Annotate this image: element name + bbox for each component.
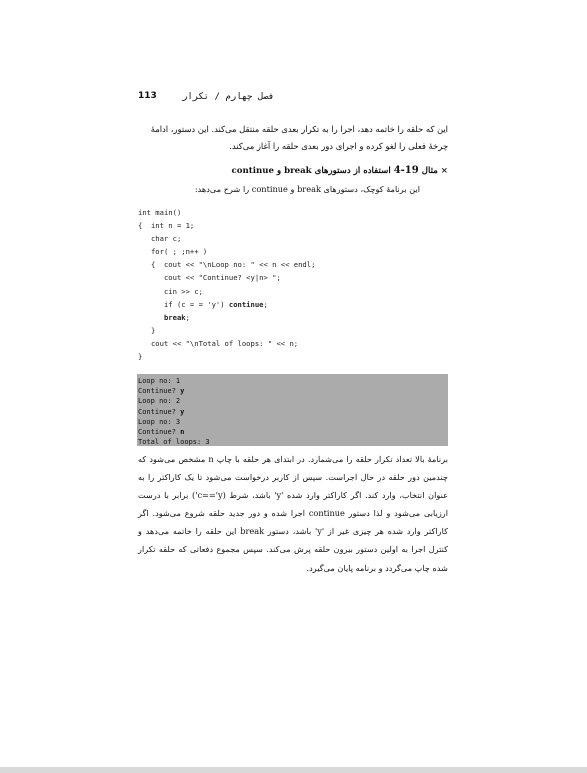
output-line: Loop no: 2 [138,397,181,406]
program-output-box [137,374,448,446]
running-head: فصل چهارم / تکرار [182,92,275,102]
paragraph-explanation: برنامهٔ بالا تعداد تکرار حلقه را می‌شمارد. در ابتدای هر حلقه با چاپ n مشخص می‌شود که چندمین دور حلقه در حال اجراست. سپس از کاربر درخواست می‌شود تا یک کاراکتر را به عنوان انتخاب، وارد کند. اگر کاراکتر وارد شده 'y' باشد، شرط (c=='y') برابر با درست ارزیابی می‌شود و لذا دستور continue اجرا شده و دور جدید حلقه شروع می‌شود. اگر کاراکتر وارد شده هر چیزی غیر از 'y' باشد، دستور break این حلقه را خاتمه می‌دهد و کنترل اجرا به اولین دستور بیرون حلقه پرش می‌کند. سپس مجموع دفعاتی که حلقه تکرار شده چاپ می‌گردد و برنامه پایان می‌گیرد. [138,454,448,573]
code-line: { int n = 1; [138,221,195,231]
program-output [137,374,448,447]
code-line: break; [163,312,190,322]
code-line: cin >> c; [138,286,203,296]
code-line: cout << "Continue? <y|n> "; [138,273,281,283]
example-heading [138,165,448,176]
page-number: 113 [138,91,157,101]
code-line: cout << "\nTotal of loops: " << n; [138,338,299,348]
output-line: Continue? n [138,428,185,437]
code-listing [138,206,448,363]
output-line: Continue? y [138,407,185,416]
output-line: Loop no: 3 [138,417,181,426]
example-number: 4-19 [393,165,419,176]
page-bottom-edge [0,767,587,773]
example-intro: این برنامهٔ کوچک، دستورهای break و continue را شرح می‌دهد: [194,184,420,194]
example-title: استفاده از دستورهای break و continue [231,166,391,176]
paragraph-intro: این که حلقه را خاتمه دهد، اجرا را به تکرار بعدی حلقه منتقل می‌کند. این دستور، ادامهٔ چرخهٔ فعلی را لغو کرده و اجرای دور بعدی حلقه را آغاز می‌کند. [150,124,448,151]
output-line: Continue? y [138,387,185,396]
code-line: } [138,325,156,335]
output-line: Loop no: 1 [138,377,181,385]
code-line: for( ; ;n++ ) [138,247,208,257]
example-prefix: × مثال [421,166,448,176]
code-line: char c; [138,234,182,244]
code-line: int main() [138,208,182,217]
code-line: { cout << "\nLoop no: " << n << endl; [138,260,316,270]
code-line: if (c = = 'y') continue; [138,299,268,309]
output-line: Total of loops: 3 [138,438,210,447]
code-line: } [138,352,143,362]
